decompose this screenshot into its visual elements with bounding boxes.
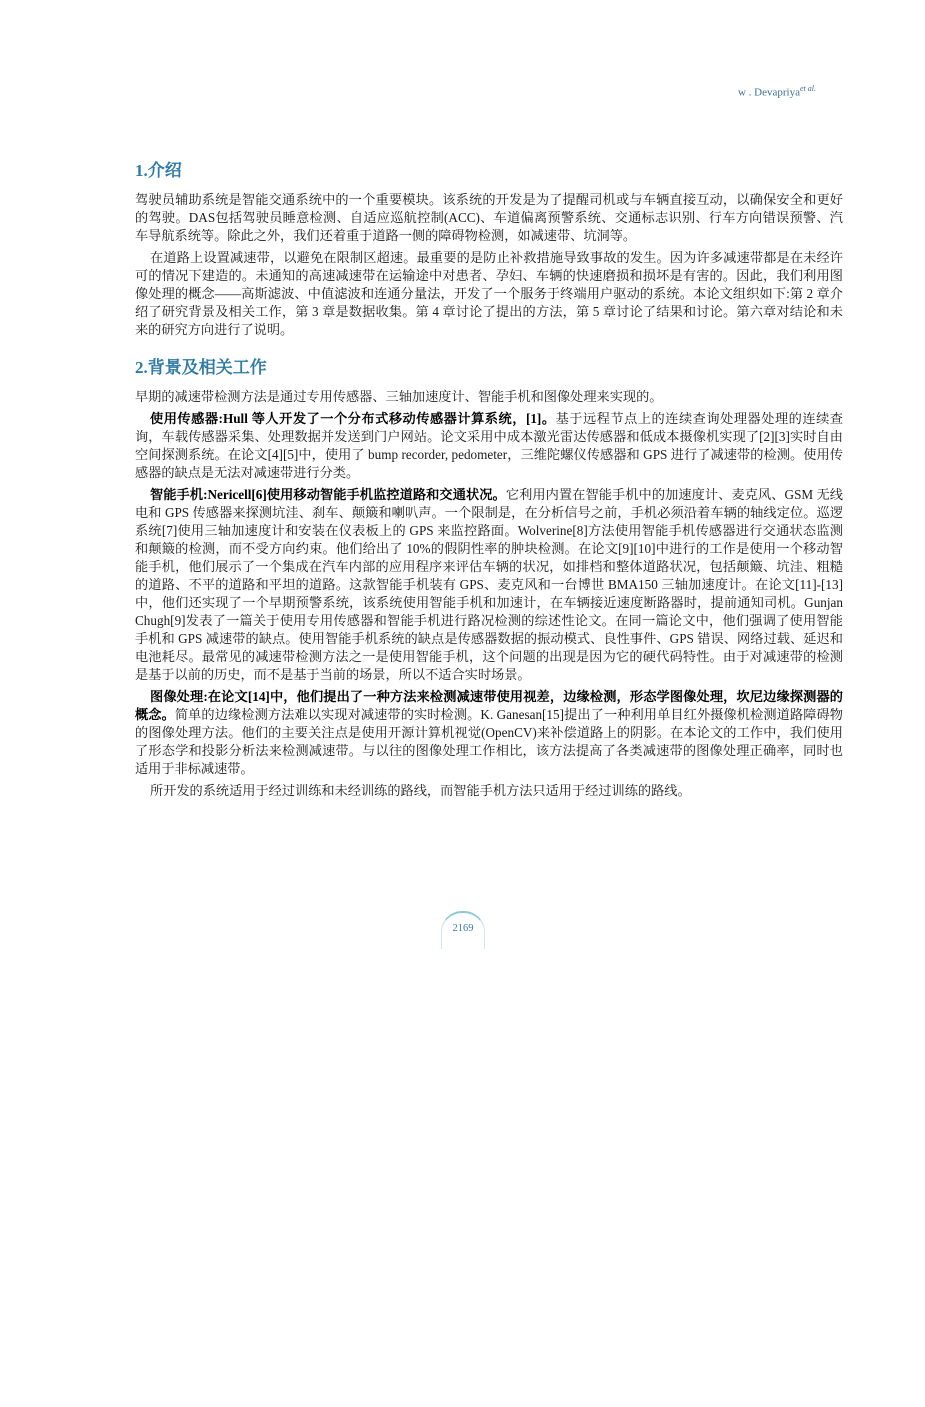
image-processing-body: 简单的边缘检测方法难以实现对减速带的实时检测。K. Ganesan[15]提出了一种利用单目红外摄像机检测道路障碍物的图像处理方法。他们的主要关注点是使用开源计算机视觉(OpenCV)来补偿道路上的阴影。在本论文的工作中，我们使用了形态学和投影分析法来检测减速带。与以往的图像处理工作相比，该方法提高了各类减速带的图像处理正确率，同时也适用于非标减速带。: [135, 707, 843, 776]
page-number: 2169: [441, 911, 485, 949]
section-2-title: 2.背景及相关工作: [135, 358, 267, 377]
header-author: w . Devapriya: [737, 86, 800, 99]
section-2-paragraph-sensors: [135, 410, 843, 482]
section-1-paragraph-2: 在道路上设置减速带，以避免在限制区超速。最重要的是防止补救措施导致事故的发生。因为许多减速带都是在未经许可的情况下建造的。未通知的高速减速带在运输途中对患者、孕妇、车辆的快速磨损和损坏是有害的。因此，我们利用图像处理的概念——高斯滤波、中值滤波和连通分量法，开发了一个服务于终端用户驱动的系统。本论文组织如下:第 2 章介绍了研究背景及相关工作，第 3 章是数据收集。第 4 章讨论了提出的方法，第 5 章讨论了结果和讨论。第六章对结论和未来的研究方向进行了说明。: [135, 250, 843, 337]
section-2-paragraph-smartphone: [135, 486, 843, 684]
smartphone-lead: 智能手机:Nericell[6]使用移动智能手机监控道路和交通状况。: [150, 487, 506, 502]
main-content: [135, 156, 843, 804]
running-header: [738, 84, 816, 99]
image-processing-lead: 图像处理:在论文[14]中，他们提出了一种方法来检测减速带使用视差，边缘检测，形态学图像处理，坎尼边缘探测器的概念。: [135, 689, 843, 722]
header-etal: et al.: [800, 84, 816, 93]
sensors-body: 基于远程节点上的连续查询处理器处理的连续查询，车载传感器采集、处理数据并发送到门户网站。论文采用中成本激光雷达传感器和低成本摄像机实现了[2][3]实时自由空间探测系统。在论文[4][5]中，使用了 bump recorder, pedometer，三维陀螺仪传感器和 GPS 进行了减速带的检测。使用传感器的缺点是无法对减速带进行分类。: [135, 411, 843, 480]
section-1-paragraph-1: 驾驶员辅助系统是智能交通系统中的一个重要模块。该系统的开发是为了提醒司机或与车辆直接互动，以确保安全和更好的驾驶。DAS包括驾驶员睡意检测、自适应巡航控制(ACC)、车道偏离预警系统、交通标志识别、行车方向错误预警、汽车导航系统等。除此之外，我们还着重于道路一侧的障碍物检测，如减速带、坑洞等。: [135, 192, 843, 243]
section-1-title: 1.介绍: [135, 161, 182, 180]
smartphone-body: 它利用内置在智能手机中的加速度计、麦克风、GSM 无线电和 GPS 传感器来探测坑洼、刹车、颠簸和喇叭声。一个限制是，在分析信号之前，手机必须沿着车辆的轴线定位。巡逻系统[7]使用三轴加速度计和安装在仪表板上的 GPS 来监控路面。Wolverine[8]方法使用智能手机传感器进行交通状态监测和颠簸的检测，而不受方向约束。他们给出了 10%的假阴性率的肿块检测。在论文[9][10]中进行的工作是使用一个移动智能手机，他们展示了一个集成在汽车内部的应用程序来评估车辆的状况，如排档和整体道路状况，包括颠簸、坑洼、粗糙的道路、不平的道路和平坦的道路。这款智能手机装有 GPS、麦克风和一台博世 BMA150 三轴加速度计。在论文[11]-[13]中，他们还实现了一个早期预警系统，该系统使用智能手机和加速计，在车辆接近速度断路器时，提前通知司机。Gunjan Chugh[9]发表了一篇关于使用专用传感器和智能手机进行路况检测的综述性论文。在同一篇论文中，他们强调了使用智能手机和 GPS 减速带的缺点。使用智能手机系统的缺点是传感器数据的振动模式、良性事件、GPS 错误、网络过载、延迟和电池耗尽。最常见的减速带检测方法之一是使用智能手机，这个问题的出现是因为它的硬代码特性。由于对减速带的检测是基于以前的历史，而不是基于当前的场景，所以不适合实时场景。: [135, 487, 843, 682]
section-2-paragraph-1: 早期的减速带检测方法是通过专用传感器、三轴加速度计、智能手机和图像处理来实现的。: [135, 389, 663, 404]
section-2-paragraph-image-processing: [135, 688, 843, 778]
sensors-lead: 使用传感器:Hull 等人开发了一个分布式移动传感器计算系统，[1]。: [150, 411, 556, 426]
section-2-paragraph-5: 所开发的系统适用于经过训练和未经训练的路线，而智能手机方法只适用于经过训练的路线。: [150, 783, 691, 798]
